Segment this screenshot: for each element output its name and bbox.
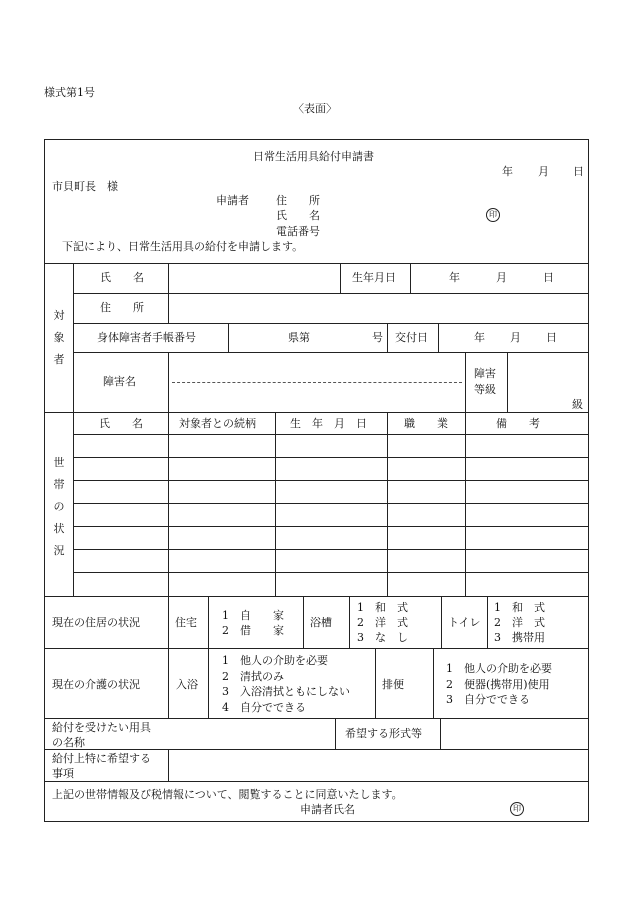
prefecture-label: 県第 (288, 331, 310, 344)
applicant-label: 申請者 (216, 194, 249, 207)
subject-section-label: 対 象 者 (53, 309, 65, 366)
excretion-option-1: 1 他人の介助を必要 (446, 662, 552, 675)
signature-seal: 印 (510, 802, 524, 816)
excretion-option-2: 2 便器(携帯用)使用 (446, 678, 550, 691)
issue-day: 日 (546, 331, 557, 344)
house-label: 住宅 (175, 616, 197, 629)
grade-suffix: 級 (572, 398, 583, 411)
special-request-label-1: 給付上特に希望する (52, 752, 151, 765)
toilet-option-1: 1 和 式 (494, 601, 545, 614)
applicant-phone-label: 電話番号 (276, 225, 320, 238)
grade-label-2: 等級 (474, 383, 496, 396)
bath-option-1: 1 和 式 (357, 601, 408, 614)
care-label: 現在の介護の状況 (52, 678, 140, 691)
subject-birth-month: 月 (496, 271, 507, 284)
handbook-number-label: 身体障害者手帳番号 (97, 331, 196, 344)
bath-label: 浴槽 (310, 616, 332, 629)
issue-year: 年 (474, 331, 485, 344)
number-suffix: 号 (372, 331, 383, 344)
excretion-label: 排便 (382, 678, 404, 691)
bathing-option-3: 3 入浴清拭ともにしない (222, 685, 350, 698)
subject-name-label: 氏 名 (100, 271, 144, 284)
equipment-name-label-1: 給付を受けたい用具 (52, 721, 151, 734)
applicant-name-label: 氏 名 (276, 209, 320, 222)
household-col-notes: 備 考 (496, 417, 540, 430)
house-option-1: 1 自 家 (222, 609, 284, 622)
date-day: 日 (573, 165, 584, 178)
household-col-birthdate: 生 年 月 日 (290, 417, 367, 430)
seal-stamp: 印 (486, 208, 500, 222)
toilet-option-2: 2 洋 式 (494, 616, 545, 629)
equipment-name-label-2: の名称 (52, 736, 85, 749)
bathing-option-4: 4 自分でできる (222, 701, 306, 714)
household-col-name: 氏 名 (99, 417, 143, 430)
request-text: 下記により、日常生活用具の給付を申請します。 (62, 240, 304, 253)
grade-label-1: 障害 (474, 367, 496, 380)
household-col-relation: 対象者との続柄 (179, 417, 256, 430)
bathing-option-1: 1 他人の介助を必要 (222, 654, 328, 667)
special-request-label-2: 事項 (52, 767, 74, 780)
bathing-label: 入浴 (176, 678, 198, 691)
excretion-option-3: 3 自分でできる (446, 693, 530, 706)
form-number: 様式第1号 (44, 86, 95, 99)
subject-birth-year: 年 (449, 271, 460, 284)
form-title: 日常生活用具給付申請書 (253, 150, 374, 163)
toilet-label: トイレ (448, 616, 481, 629)
applicant-address-label: 住 所 (276, 194, 320, 207)
date-year: 年 (502, 165, 513, 178)
house-option-2: 2 借 家 (222, 624, 284, 637)
addressee: 市貝町長 様 (52, 180, 118, 193)
housing-label: 現在の住居の状況 (52, 616, 140, 629)
signature-label: 申請者氏名 (300, 803, 355, 816)
date-month: 月 (538, 165, 549, 178)
issue-date-label: 交付日 (395, 331, 428, 344)
issue-month: 月 (510, 331, 521, 344)
bathing-option-2: 2 清拭のみ (222, 670, 284, 683)
bath-option-3: 3 な し (357, 631, 408, 644)
bath-option-2: 2 洋 式 (357, 616, 408, 629)
household-section-label: 世 帯 の 状 況 (53, 456, 65, 557)
side-label: 〈表面〉 (293, 102, 337, 115)
toilet-option-3: 3 携帯用 (494, 631, 545, 644)
subject-birth-day: 日 (543, 271, 554, 284)
format-label: 希望する形式等 (345, 727, 422, 740)
subject-address-label: 住 所 (100, 301, 144, 314)
disability-name-label: 障害名 (103, 375, 136, 388)
household-col-occupation: 職 業 (404, 417, 448, 430)
consent-text: 上記の世帯情報及び税情報について、閲覧することに同意いたします。 (52, 788, 403, 801)
subject-birthdate-label: 生年月日 (352, 271, 396, 284)
